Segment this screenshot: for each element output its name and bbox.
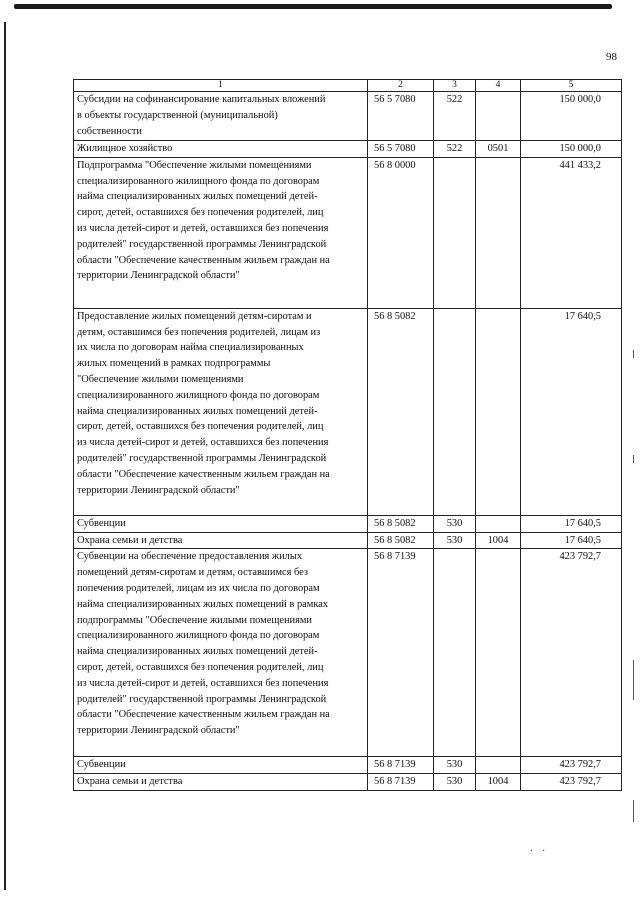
scan-mark [633,455,634,463]
table-row [74,532,622,549]
table-row [74,774,622,791]
section-code-cell: 1004 [476,532,521,549]
expense-type-cell [434,157,476,308]
header-cell: 2 [368,80,434,92]
header-cell: 1 [74,80,368,92]
amount-cell: 441 433,2 [521,157,622,308]
amount-cell: 17 640,5 [521,532,622,549]
target-code-cell: 56 8 7139 [368,757,434,774]
amount-cell: 423 792,7 [521,774,622,791]
amount-cell: 17 640,5 [521,308,622,515]
expense-type-cell: 530 [434,757,476,774]
scan-mark [633,660,634,700]
header-cell: 4 [476,80,521,92]
description-cell: Предоставление жилых помещений детям-сиротам и детям, оставшимся без попечения родителей, лицам из их числа по договорам найма специализированных жилых помещений в рамках подпрограммы "Обеспечение жилыми помещениями специализированного жилищного фонда по договорам найма специализированных жилых помещений детей- сирот, детей, оставшихся без попечения родителей, лиц из числа детей-сирот и детей, оставшихся без попечения родителей" государственной программы Ленинградской области "Обеспечение качественным жильем граждан на территории Ленинградской области" [74,308,368,515]
section-code-cell [476,757,521,774]
table-row [74,515,622,532]
scan-mark [633,800,634,822]
scan-dots: . . [530,840,548,854]
target-code-cell: 56 8 7139 [368,549,434,757]
scan-top-edge [14,4,612,9]
table-row [74,141,622,158]
target-code-cell: 56 5 7080 [368,92,434,141]
table-row [74,549,622,757]
target-code-cell: 56 8 0000 [368,157,434,308]
description-cell: Субвенции на обеспечение предоставления жилых помещений детям-сиротам и детям, оставшимся без попечения родителей, лицам из их числа по договорам найма специализированных жилых помещений в рамках подпрограммы "Обеспечение жилыми помещениями специализированного жилищного фонда по договорам найма специализированных жилых помещений детей- сирот, детей, оставшихся без попечения родителей, лиц из числа детей-сирот и детей, оставшихся без попечения родителей" государственной программы Ленинградской области "Обеспечение качественным жильем граждан на территории Ленинградской области" [74,549,368,757]
scan-left-edge [4,22,6,890]
amount-cell: 150 000,0 [521,141,622,158]
table-row [74,157,622,308]
target-code-cell: 56 8 5082 [368,532,434,549]
table-row [74,757,622,774]
scan-mark [633,350,634,358]
section-code-cell [476,515,521,532]
description-cell: Субвенции [74,515,368,532]
description-cell: Жилищное хозяйство [74,141,368,158]
section-code-cell: 0501 [476,141,521,158]
expense-type-cell: 522 [434,92,476,141]
section-code-cell [476,549,521,757]
description-cell: Охрана семьи и детства [74,774,368,791]
table-row [74,92,622,141]
description-cell: Подпрограмма "Обеспечение жилыми помещениями специализированного жилищного фонда по договорам найма специализированных жилых помещений детей- сирот, детей, оставшихся без попечения родителей, лиц из числа детей-сирот и детей, оставшихся без попечения родителей" государственной программы Ленинградской области "Обеспечение качественным жильем граждан на территории Ленинградской области" [74,157,368,308]
expense-type-cell: 530 [434,774,476,791]
header-cell: 3 [434,80,476,92]
amount-cell: 17 640,5 [521,515,622,532]
amount-cell: 423 792,7 [521,757,622,774]
section-code-cell [476,92,521,141]
section-code-cell [476,157,521,308]
expense-type-cell: 530 [434,532,476,549]
table-row [74,308,622,515]
target-code-cell: 56 8 5082 [368,515,434,532]
table-header-row [74,80,622,92]
section-code-cell [476,308,521,515]
section-code-cell: 1004 [476,774,521,791]
header-cell: 5 [521,80,622,92]
target-code-cell: 56 8 7139 [368,774,434,791]
budget-table [73,79,622,791]
description-cell: Субсидии на софинансирование капитальных вложений в объекты государственной (муниципальной) собственности [74,92,368,141]
amount-cell: 150 000,0 [521,92,622,141]
expense-type-cell [434,549,476,757]
page-number: 98 [606,51,617,63]
amount-cell: 423 792,7 [521,549,622,757]
description-cell: Субвенции [74,757,368,774]
target-code-cell: 56 8 5082 [368,308,434,515]
description-cell: Охрана семьи и детства [74,532,368,549]
expense-type-cell: 530 [434,515,476,532]
target-code-cell: 56 5 7080 [368,141,434,158]
expense-type-cell: 522 [434,141,476,158]
expense-type-cell [434,308,476,515]
